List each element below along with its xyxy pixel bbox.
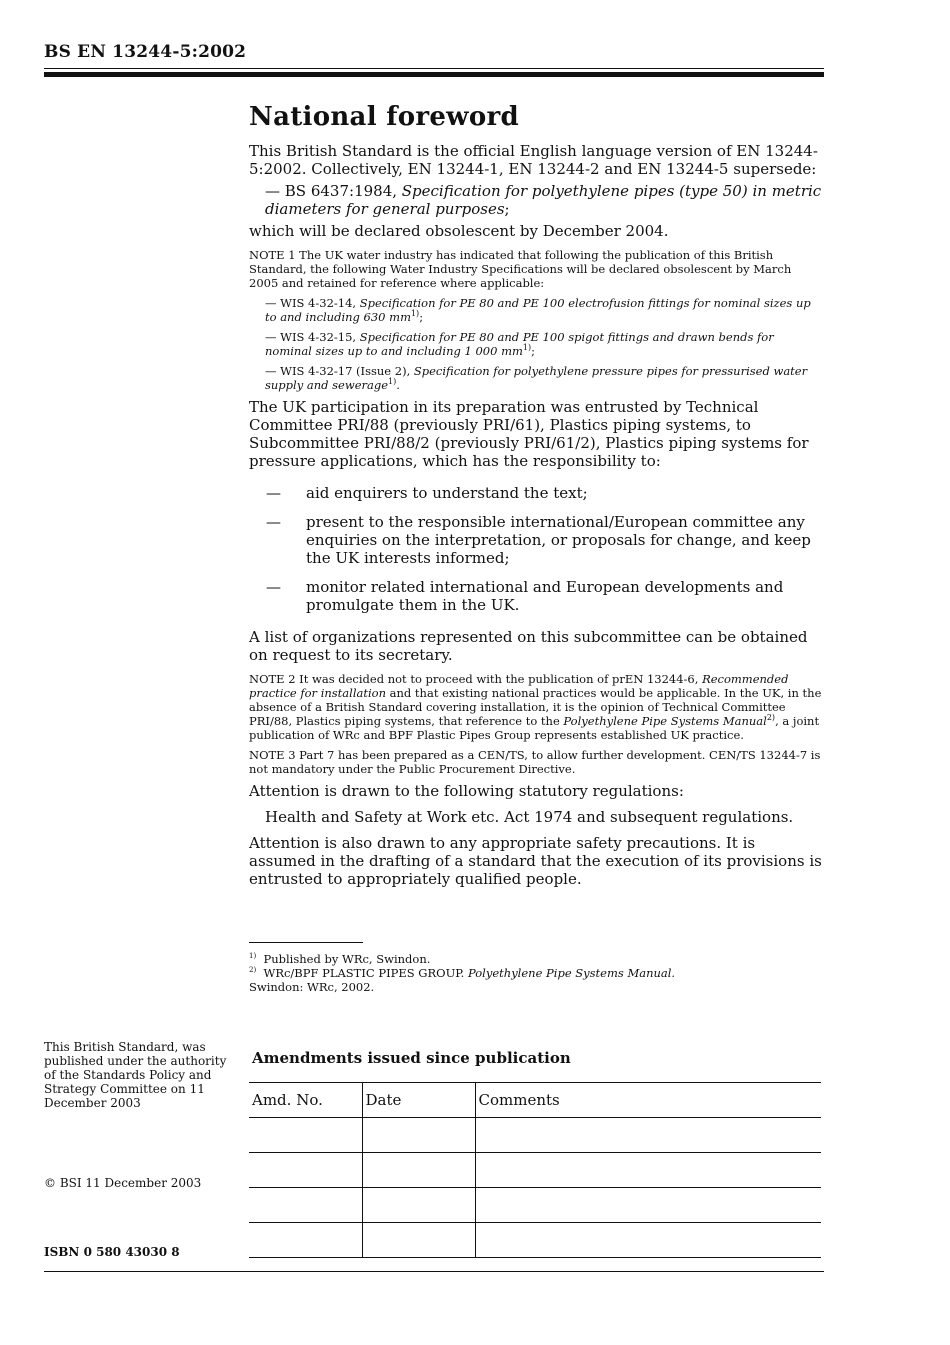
table-row [249,1223,821,1258]
obsolescent-paragraph: which will be declared obsolescent by December 2004. [249,222,669,240]
wis-item: — WIS 4-32-15, Specification for PE 80 and PE 100 spigot fittings and drawn bends for nominal sizes up to and including 1 000 $mm^{1)}$; [265,330,774,358]
table-cell [475,1118,821,1153]
column-header: Amd. No. [249,1083,362,1118]
regulation-item: Health and Safety at Work etc. Act 1974 and subsequent regulations. [265,808,794,826]
table-row [249,1153,821,1188]
column-header: Date [362,1083,475,1118]
note-1-list [249,296,824,392]
footnote-2-cont: Swindon: WRc, 2002. [249,980,375,994]
table-cell [475,1153,821,1188]
publication-authority: This British Standard, was published under the authority of the Standards Policy and Strategy Committee on 11 December 2003 [44,1040,227,1110]
wis-item: — WIS 4-32-14, Specification for PE 80 and PE 100 electrofusion fittings for nominal sizes up to and including 630 $mm^{1)}$; [265,296,811,324]
participation-paragraph: The UK participation in its preparation was entrusted by Technical Committee PRI/88 (previously PRI/61), Plastics piping systems, to Subcommittee PRI/88/2 (previously PRI/61/2), Plastics piping systems for pressure applications, which has the responsibility to: [249,398,809,470]
note-3: NOTE 3 Part 7 has been prepared as a CEN/TS, to allow further development. CEN/TS 13244-7 is not mandatory under the Public Procurement Directive. [249,748,821,776]
main-content [249,102,824,896]
table-cell [249,1118,362,1153]
amendments-table [249,1082,821,1258]
wis-item: — WIS 4-32-17 (Issue 2), Specification for polyethylene pressure pipes for pressurised water supply and sewerage$^{1)}$. [265,364,808,392]
table-cell [362,1153,475,1188]
table-cell [362,1188,475,1223]
organizations-paragraph: A list of organizations represented on this subcommittee can be obtained on request to its secretary. [249,628,808,664]
intro-paragraph: This British Standard is the official English language version of EN 13244-5:2002. Collectively, EN 13244-1, EN 13244-2 and EN 13244-5 supersede: [249,142,818,178]
page-title: National foreword [249,102,519,132]
footnote-1: $^{1)}$ Published by WRc, Swindon. [249,952,431,966]
footer-rule [44,1271,824,1272]
table-row [249,1118,821,1153]
table-cell [249,1223,362,1258]
footnote-rule [249,942,363,943]
list-item: — monitor related international and European developments and promulgate them in the UK. [266,578,784,614]
footnote-2: $^{2)}$ WRc/BPF PLASTIC PIPES GROUP. Polyethylene Pipe Systems Manual. [249,966,676,980]
column-header: Comments [475,1083,821,1118]
statutory-paragraph: Attention is drawn to the following statutory regulations: [249,782,684,800]
note-1: NOTE 1 The UK water industry has indicated that following the publication of this British Standard, the following Water Industry Specifications will be declared obsolescent by March 2005 and retained for reference where applicable: [249,248,792,290]
table-row [249,1188,821,1223]
footnotes [249,952,824,994]
note-2: NOTE 2 It was decided not to proceed with the publication of prEN 13244-6, Recommended practice for installation and that existing national practices would be applicable. In the UK, in the absence of a British Standard covering installation, it is the opinion of Technical Committee PRI/88, Plastics piping systems, that reference to the Polyethylene Pipe Systems Manual$^{2)}$, a joint publication of WRc and BPF Plastic Pipes Group represents established UK practice. [249,672,822,742]
table-cell [249,1188,362,1223]
table-cell [362,1223,475,1258]
header-rule-thin [44,68,824,69]
document-id: BS EN 13244-5:2002 [44,42,247,62]
copyright: © BSI 11 December 2003 [44,1176,202,1190]
isbn: ISBN 0 580 43030 8 [44,1245,180,1259]
table-cell [475,1188,821,1223]
responsibility-list [249,484,824,614]
superseded-standard: — BS 6437:1984, Specification for polyethylene pipes (type 50) in metric diameters for general purposes; [265,182,822,218]
table-cell [475,1223,821,1258]
amendments-title: Amendments issued since publication [252,1049,571,1067]
table-cell [362,1118,475,1153]
safety-paragraph: Attention is also drawn to any appropriate safety precautions. It is assumed in the drafting of a standard that the execution of its provisions is entrusted to appropriately qualified people. [249,834,822,888]
list-item: — present to the responsible international/European committee any enquiries on the interpretation, or proposals for change, and keep the UK interests informed; [266,513,811,567]
table-cell [249,1153,362,1188]
table-header-row [249,1083,821,1118]
list-item: — aid enquirers to understand the text; [266,484,588,502]
header-rule-thick [44,72,824,77]
